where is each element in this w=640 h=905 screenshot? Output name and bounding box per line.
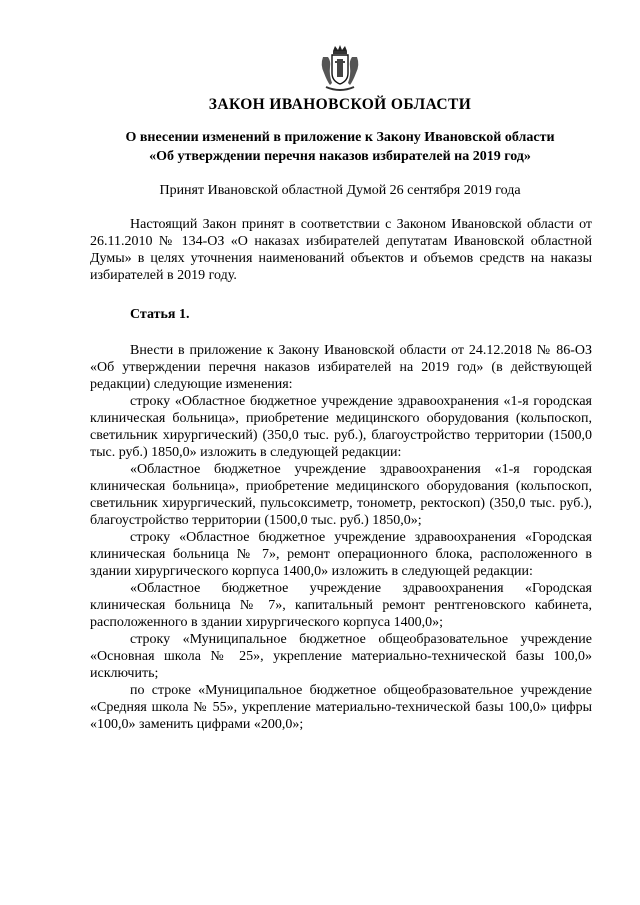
preamble-paragraph: Настоящий Закон принят в соответствии с Законом Ивановской области от 26.11.2010 № 134-ОЗ «О наказах избирателей депутатам Ивановской областной Думы» в целях уточнения наименований объектов и объемов средств на наказы избирателей в 2019 году. <box>90 217 592 283</box>
article-paragraph: по строке «Муниципальное бюджетное общеобразовательное учреждение «Средняя школа № 55», укрепление материально-технической базы 100,0» цифры «100,0» заменить цифрами «200,0»; <box>90 683 592 732</box>
article-heading: Статья 1. <box>130 307 190 322</box>
law-body <box>90 216 592 733</box>
article-paragraph: строку «Областное бюджетное учреждение здравоохранения «Городская клиническая больница № 7», ремонт операционного блока, расположенного в здании хирургического корпуса 1400,0» изложить в следующей редакции: <box>90 530 592 579</box>
law-title: ЗАКОН ИВАНОВСКОЙ ОБЛАСТИ <box>208 96 472 113</box>
article-paragraph: «Областное бюджетное учреждение здравоохранения «Городская клиническая больница № 7», капитальный ремонт рентгеновского кабинета, расположенного в здании хирургического корпуса 1400,0»; <box>90 581 592 630</box>
coat-of-arms-icon <box>318 43 362 95</box>
subtitle-line-1: О внесении изменений в приложение к Закону Ивановской области <box>125 130 555 145</box>
article-paragraph: строку «Областное бюджетное учреждение здравоохранения «1-я городская клиническая больница», приобретение медицинского оборудования (кольпоскоп, светильник хирургический) (350,0 тыс. руб.), благоустройство территории (1500,0 тыс. руб.) 1850,0» изложить в следующей редакции: <box>90 394 592 460</box>
article-paragraph: «Областное бюджетное учреждение здравоохранения «1-я городская клиническая больница», приобретение медицинского оборудования (кольпоскоп, светильник хирургический, пульсоксиметр, тонометр, ректоскоп) (350,0 тыс. руб.), благоустройство территории (1500,0 тыс. руб.) 1850,0»; <box>90 462 592 528</box>
law-subtitle <box>90 128 590 166</box>
subtitle-line-2: «Об утверждении перечня наказов избирателей на 2019 год» <box>149 149 531 164</box>
article-paragraph: Внести в приложение к Закону Ивановской области от 24.12.2018 № 86-ОЗ «Об утверждении перечня наказов избирателей на 2019 год» (в действующей редакции) следующие изменения: <box>90 343 592 392</box>
article-paragraph: строку «Муниципальное бюджетное общеобразовательное учреждение «Основная школа № 25», укрепление материально-технической базы 100,0» исключить; <box>90 632 592 681</box>
adoption-note: Принят Ивановской областной Думой 26 сентября 2019 года <box>159 183 521 198</box>
